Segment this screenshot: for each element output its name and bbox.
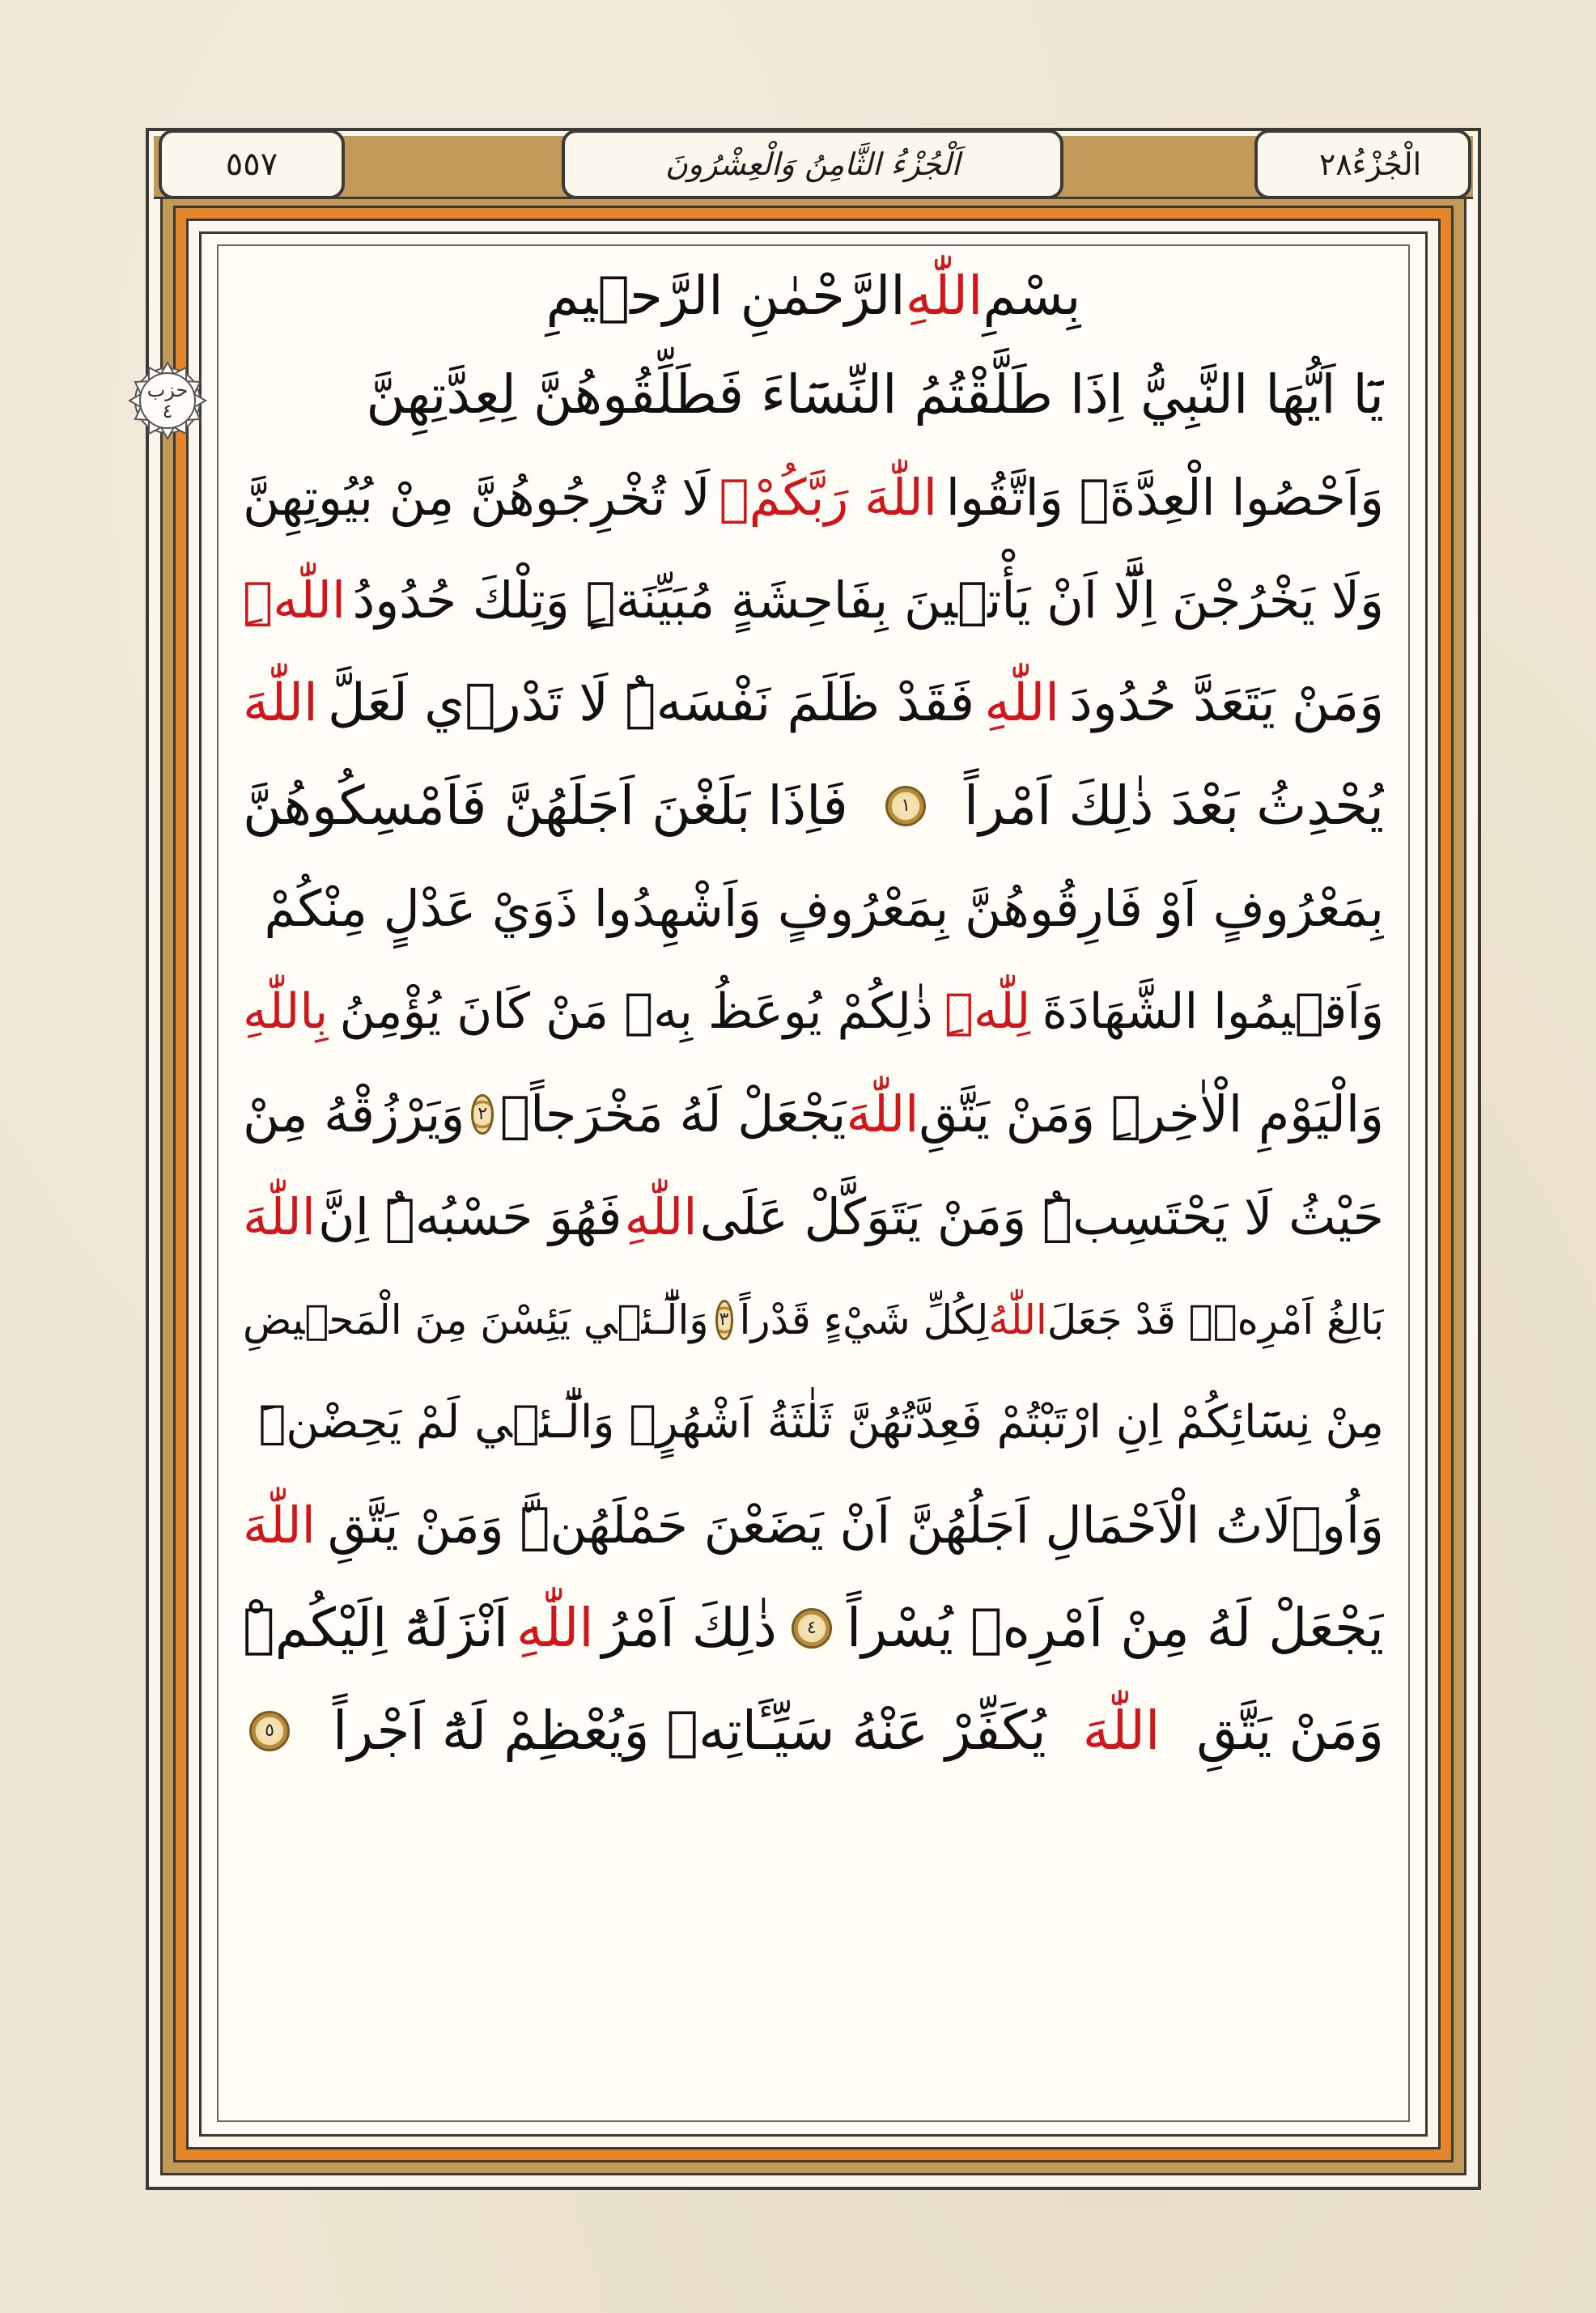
verse-text: بَالِغُ اَمْرِه۪ۜ قَدْ جَعَلَ	[1046, 1296, 1384, 1343]
basmala-line	[243, 248, 1384, 343]
ayah-number-marker: ٢	[471, 1094, 494, 1135]
verse-text: وَاُو۬لَاتُ الْاَحْمَالِ اَجَلُهُنَّ اَنْ يَضَعْنَ حَمْلَهُنَّۜ وَمَنْ يَتَّقِ	[327, 1496, 1384, 1555]
verse-line	[243, 1474, 1384, 1577]
verse-line	[243, 549, 1384, 651]
divine-name-text: اللّٰهِۜ	[243, 571, 346, 630]
verse-text: ذٰلِكُمْ يُوعَظُ بِه۪ مَنْ كَانَ يُؤْمِنُ	[339, 982, 933, 1040]
verse-text: وَالْيَوْمِ الْاٰخِرِۜ وَمَنْ يَتَّقِ	[919, 1084, 1384, 1144]
verse-text: مِنْ نِسَٓائِكُمْ اِنِ ارْتَبْتُمْ فَعِدَّتُهُنَّ ثَلٰثَةُ اَشْهُرٍۙ وَالّٰٓـئ۪ي لَمْ يَحِضْنَۜ	[258, 1396, 1384, 1449]
hizb-label	[147, 380, 189, 422]
ayah-number-marker: ٤	[792, 1608, 832, 1649]
divine-name-text: اللّٰهَ	[1082, 1700, 1161, 1762]
verse-text: ذٰلِكَ اَمْرُ	[601, 1597, 777, 1659]
verse-line	[243, 1268, 1384, 1371]
verse-text: يَٓا اَيُّهَا النَّبِيُّ اِذَا طَلَّقْتُمُ النِّسَٓاءَ فَطَلِّقُوهُنَّ لِعِدَّتِهِنَّ	[366, 363, 1384, 426]
verse-text: الرَّحْمٰنِ الرَّح۪يمِ	[545, 264, 906, 327]
quran-text-lines	[243, 248, 1384, 1782]
verse-line	[243, 343, 1384, 446]
verse-text: فَاِذَا بَلَغْنَ اَجَلَهُنَّ فَاَمْسِكُوهُنَّ	[243, 775, 848, 837]
verse-text: وَلَا يَخْرُجْنَ اِلَّٓا اَنْ يَأْت۪ينَ بِفَاحِشَةٍ مُبَيِّنَةٍۜ وَتِلْكَ حُدُودُ	[352, 571, 1384, 630]
divine-name-text: اللّٰهَ	[846, 1084, 919, 1144]
verse-line	[243, 857, 1384, 960]
verse-text: وَيَرْزُقْهُ مِنْ	[243, 1084, 465, 1144]
divine-name-text: اللّٰهِ	[984, 673, 1060, 733]
divine-name-text: بِاللّٰهِ	[243, 982, 329, 1040]
juz-indicator	[1254, 129, 1471, 199]
verse-text: وَاَحْصُوا الْعِدَّةَۚ وَاتَّقُوا	[945, 468, 1384, 527]
verse-text: لِكُلِّ شَيْءٍ قَدْراً	[739, 1296, 989, 1343]
page-number	[159, 129, 345, 199]
verse-text: وَالّٰٓـئ۪ي يَئِسْنَ مِنَ الْمَح۪يضِ	[243, 1296, 709, 1343]
juz-number: ٢٨	[1318, 146, 1352, 182]
divine-name-text: اللّٰهَ	[243, 1496, 316, 1555]
verse-line	[243, 1063, 1384, 1165]
verse-text: وَمَنْ يَتَعَدَّ حُدُودَ	[1069, 673, 1384, 733]
hizb-word: حزب	[146, 379, 189, 401]
verse-text: يَجْعَلْ لَهُ مَخْرَجاًۙ	[499, 1084, 847, 1144]
verse-line	[243, 1577, 1384, 1679]
divine-name-text: اللّٰهُ	[988, 1296, 1047, 1343]
hizb-number: ٤	[162, 400, 173, 422]
verse-text: وَاَق۪يمُوا الشَّهَادَةَ	[1042, 982, 1384, 1040]
juz-title-text: اَلْجُزْءُ الثَّامِنُ وَالْعِشْرُونَ	[664, 146, 961, 182]
divine-name-text: اللّٰهَ	[243, 673, 318, 733]
ayah-number-marker: ١	[885, 786, 926, 826]
divine-name-text: اللّٰهَ رَبَّكُمْۚ	[719, 468, 937, 527]
verse-line	[243, 1679, 1384, 1782]
divine-name-text: اللّٰهَ	[243, 1187, 316, 1246]
verse-line	[243, 1165, 1384, 1268]
verse-text: اَنْزَلَهُٓ اِلَيْكُمْۜ	[243, 1597, 508, 1659]
verse-text: يَجْعَلْ لَهُ مِنْ اَمْرِه۪ يُسْراً	[846, 1597, 1384, 1659]
verse-text: يُحْدِثُ بَعْدَ ذٰلِكَ اَمْراً	[963, 775, 1384, 837]
verse-line	[243, 960, 1384, 1063]
ayah-number-marker: ٥	[249, 1711, 290, 1751]
verse-line	[243, 754, 1384, 857]
verse-text: لَا تُخْرِجُوهُنَّ مِنْ بُيُوتِهِنَّ	[243, 468, 711, 527]
verse-line	[243, 1371, 1384, 1474]
ayah-number-marker: ٣	[715, 1300, 733, 1340]
verse-line	[243, 446, 1384, 549]
hizb-marker	[123, 356, 212, 445]
verse-line	[243, 651, 1384, 754]
divine-name-text: لِلّٰهِۜ	[944, 982, 1031, 1040]
verse-text: فَهُوَ حَسْبُهُۜ اِنَّ	[318, 1187, 622, 1246]
verse-text: حَيْثُ لَا يَحْتَسِبُۜ وَمَنْ يَتَوَكَّلْ عَلَى	[699, 1187, 1384, 1246]
verse-text: يُكَفِّرْ عَنْهُ سَيِّـَٔاتِه۪ وَيُعْظِمْ لَهُٓ اَجْراً	[332, 1700, 1046, 1762]
page-number-text: ٥٥٧	[225, 146, 278, 183]
divine-name-text: اللّٰهِ	[516, 1597, 594, 1659]
verse-text: بِمَعْرُوفٍ اَوْ فَارِقُوهُنَّ بِمَعْرُوفٍ وَاَشْهِدُوا ذَوَيْ عَدْلٍ مِنْكُمْ	[264, 879, 1384, 938]
juz-title	[562, 129, 1063, 199]
juz-label: الْجُزْءُ	[1352, 146, 1422, 182]
verse-text: فَقَدْ ظَلَمَ نَفْسَهُۜ لَا تَدْر۪ي لَعَلَّ	[327, 673, 975, 733]
divine-name-text: اللّٰهِ	[905, 264, 983, 327]
verse-text: بِسْمِ	[983, 264, 1081, 327]
verse-text: وَمَنْ يَتَّقِ	[1196, 1700, 1384, 1762]
divine-name-text: اللّٰهِ	[624, 1187, 698, 1246]
